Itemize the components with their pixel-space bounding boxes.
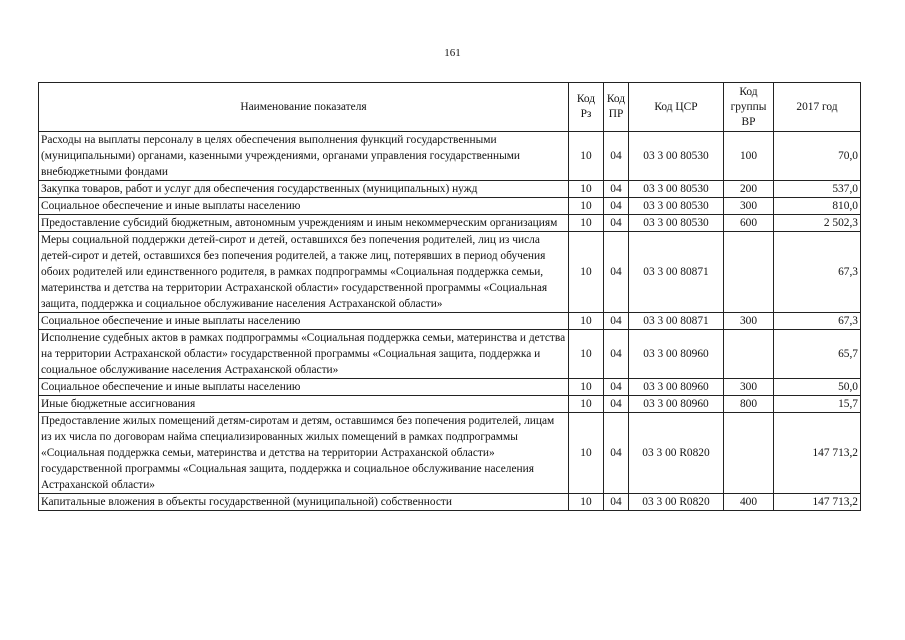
row-name: Иные бюджетные ассигнования: [39, 396, 569, 413]
row-name: Предоставление жилых помещений детям-сиротам и детям, оставшимся без попечения родителей, лицам из их числа по договорам найма специализированных жилых помещений в рамках подпрограммы «Социальная поддержка семьи, материнства и детства на территории Астраханской области» государственной программы «Социальная защита, поддержка и социальное обслуживание населения Астраханской области»: [39, 413, 569, 494]
row-pr: 04: [604, 494, 629, 511]
header-vr: [724, 83, 774, 132]
row-amount: 147 713,2: [774, 494, 861, 511]
row-vr: 300: [724, 198, 774, 215]
row-amount: 70,0: [774, 132, 861, 181]
row-amount: 67,3: [774, 232, 861, 313]
row-name: Социальное обеспечение и иные выплаты населению: [39, 198, 569, 215]
row-pr: 04: [604, 313, 629, 330]
row-amount: 810,0: [774, 198, 861, 215]
row-vr: 300: [724, 379, 774, 396]
row-vr: 400: [724, 494, 774, 511]
header-vr-line-3: ВР: [741, 115, 756, 128]
row-name: Меры социальной поддержки детей-сирот и детей, оставшихся без попечения родителей, лиц из числа детей-сирот и детей, оставшихся без попечения родителей, а также лиц, потерявших в период обучения обоих родителей или единственного родителя, в рамках подпрограммы «Социальная поддержка семьи, материнства и детства на территории Астраханской области» государственной программы «Социальная защита, поддержка и социальное обслуживание населения Астраханской области»: [39, 232, 569, 313]
table-row: [39, 215, 861, 232]
table-row: [39, 232, 861, 313]
header-rz: [569, 83, 604, 132]
row-vr: 300: [724, 313, 774, 330]
budget-table: [38, 82, 861, 511]
table-row: [39, 379, 861, 396]
row-csr: 03 3 00 80960: [629, 330, 724, 379]
row-csr: 03 3 00 80960: [629, 379, 724, 396]
row-amount: 67,3: [774, 313, 861, 330]
row-vr: 800: [724, 396, 774, 413]
row-csr: 03 3 00 80960: [629, 396, 724, 413]
row-amount: 2 502,3: [774, 215, 861, 232]
row-pr: 04: [604, 232, 629, 313]
row-amount: 147 713,2: [774, 413, 861, 494]
row-pr: 04: [604, 396, 629, 413]
row-amount: 15,7: [774, 396, 861, 413]
header-csr: Код ЦСР: [629, 83, 724, 132]
table-row: [39, 313, 861, 330]
row-pr: 04: [604, 330, 629, 379]
table-row: [39, 494, 861, 511]
row-csr: 03 3 00 R0820: [629, 494, 724, 511]
table-row: [39, 198, 861, 215]
header-vr-line-2: группы: [730, 100, 767, 113]
row-name: Социальное обеспечение и иные выплаты населению: [39, 379, 569, 396]
table-header-row: [39, 83, 861, 132]
row-rz: 10: [569, 232, 604, 313]
row-name: Капитальные вложения в объекты государственной (муниципальной) собственности: [39, 494, 569, 511]
row-csr: 03 3 00 80530: [629, 132, 724, 181]
row-vr: [724, 413, 774, 494]
table-row: [39, 330, 861, 379]
row-amount: 65,7: [774, 330, 861, 379]
row-amount: 537,0: [774, 181, 861, 198]
row-vr: [724, 232, 774, 313]
row-pr: 04: [604, 181, 629, 198]
header-pr: [604, 83, 629, 132]
row-pr: 04: [604, 413, 629, 494]
header-rz-line-2: Рз: [580, 108, 592, 120]
row-pr: 04: [604, 215, 629, 232]
row-name: Закупка товаров, работ и услуг для обеспечения государственных (муниципальных) нужд: [39, 181, 569, 198]
row-rz: 10: [569, 494, 604, 511]
row-csr: 03 3 00 80530: [629, 181, 724, 198]
table-row: [39, 413, 861, 494]
row-rz: 10: [569, 379, 604, 396]
row-vr: [724, 330, 774, 379]
row-rz: 10: [569, 313, 604, 330]
row-rz: 10: [569, 198, 604, 215]
header-pr-line-1: Код: [606, 93, 626, 105]
row-vr: 200: [724, 181, 774, 198]
header-year: 2017 год: [774, 83, 861, 132]
row-rz: 10: [569, 330, 604, 379]
row-csr: 03 3 00 80871: [629, 313, 724, 330]
row-pr: 04: [604, 132, 629, 181]
row-name: Социальное обеспечение и иные выплаты населению: [39, 313, 569, 330]
header-name: Наименование показателя: [39, 83, 569, 132]
row-csr: 03 3 00 80871: [629, 232, 724, 313]
row-name: Исполнение судебных актов в рамках подпрограммы «Социальная поддержка семьи, материнства и детства на территории Астраханской области» государственной программы «Социальная защита, поддержка и социальное обслуживание населения Астраханской области»: [39, 330, 569, 379]
table-row: [39, 396, 861, 413]
row-pr: 04: [604, 379, 629, 396]
row-csr: 03 3 00 R0820: [629, 413, 724, 494]
table-row: [39, 181, 861, 198]
header-rz-line-1: Код: [576, 93, 596, 105]
row-csr: 03 3 00 80530: [629, 215, 724, 232]
row-amount: 50,0: [774, 379, 861, 396]
row-pr: 04: [604, 198, 629, 215]
row-vr: 600: [724, 215, 774, 232]
header-pr-line-2: ПР: [608, 108, 624, 120]
row-name: Расходы на выплаты персоналу в целях обеспечения выполнения функций государственными (муниципальными) органами, казенными учреждениями, органами управления государственными внебюджетными фондами: [39, 132, 569, 181]
row-rz: 10: [569, 132, 604, 181]
table-row: [39, 132, 861, 181]
row-csr: 03 3 00 80530: [629, 198, 724, 215]
row-vr: 100: [724, 132, 774, 181]
row-name: Предоставление субсидий бюджетным, автономным учреждениям и иным некоммерческим организациям: [39, 215, 569, 232]
header-vr-line-1: Код: [739, 85, 758, 98]
row-rz: 10: [569, 396, 604, 413]
row-rz: 10: [569, 413, 604, 494]
row-rz: 10: [569, 215, 604, 232]
row-rz: 10: [569, 181, 604, 198]
page-number: 161: [444, 47, 461, 59]
